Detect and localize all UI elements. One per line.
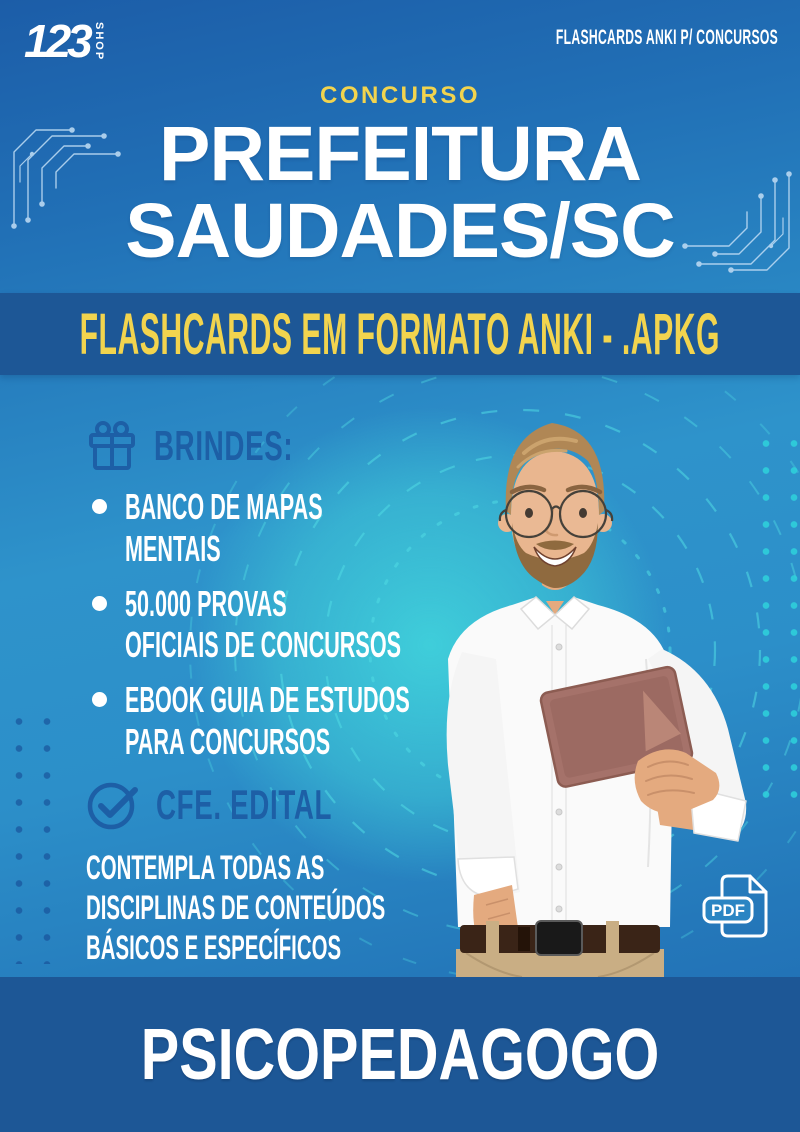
role-banner bbox=[0, 977, 800, 1132]
hero-title-line2: SAUDADES/SC bbox=[125, 188, 675, 274]
list-item bbox=[86, 679, 600, 763]
gift-item-text: 50.000 PROVAS OFICIAIS DE CONCURSOS bbox=[125, 582, 402, 666]
edital-heading: CFE. EDITAL bbox=[156, 781, 333, 828]
hero-kicker: CONCURSO bbox=[319, 82, 480, 109]
gifts-heading-row bbox=[86, 420, 600, 472]
hero-title bbox=[0, 111, 800, 274]
right-sleeve bbox=[648, 649, 746, 838]
hero-title-line1: PREFEITURA bbox=[159, 111, 641, 197]
format-banner bbox=[0, 293, 800, 375]
list-item bbox=[86, 583, 600, 667]
pdf-file-icon bbox=[700, 872, 778, 944]
dot-grid-left-decoration bbox=[3, 706, 61, 964]
shop-logo[interactable] bbox=[24, 15, 105, 67]
bullet-icon bbox=[92, 692, 107, 707]
gifts-section bbox=[86, 420, 600, 776]
rolled-cuff bbox=[690, 787, 746, 841]
edital-heading-row bbox=[86, 778, 585, 832]
edital-description: CONTEMPLA TODAS AS DISCIPLINAS DE CONTEÚDOS BÁSICOS E ESPECÍFICOS bbox=[86, 849, 386, 968]
check-circle-icon bbox=[86, 778, 140, 832]
pdf-label: PDF bbox=[711, 901, 745, 920]
gifts-list bbox=[86, 486, 600, 763]
edital-section bbox=[86, 778, 585, 968]
header-tagline-text: FLASHCARDS ANKI P/ CONCURSOS bbox=[555, 26, 778, 49]
header-tagline bbox=[395, 26, 778, 50]
role-title: PSICOPEDAGOGO bbox=[140, 1014, 660, 1095]
hand-holding-tablet bbox=[635, 749, 720, 813]
format-banner-text: FLASHCARDS EM FORMATO ANKI - .APKG bbox=[79, 301, 721, 367]
bullet-icon bbox=[92, 499, 107, 514]
gift-icon bbox=[86, 420, 138, 472]
gifts-heading: BRINDES: bbox=[154, 422, 294, 469]
gift-item-text: EBOOK GUIA DE ESTUDOS PARA CONCURSOS bbox=[125, 679, 410, 762]
gift-item-text: BANCO DE MAPAS MENTAIS bbox=[125, 486, 323, 569]
logo-shop-text: SHOP bbox=[92, 22, 105, 62]
list-item bbox=[86, 486, 600, 570]
dot-grid-right-decoration bbox=[750, 428, 800, 800]
logo-number: 123 bbox=[24, 15, 89, 67]
bullet-icon bbox=[92, 596, 107, 611]
